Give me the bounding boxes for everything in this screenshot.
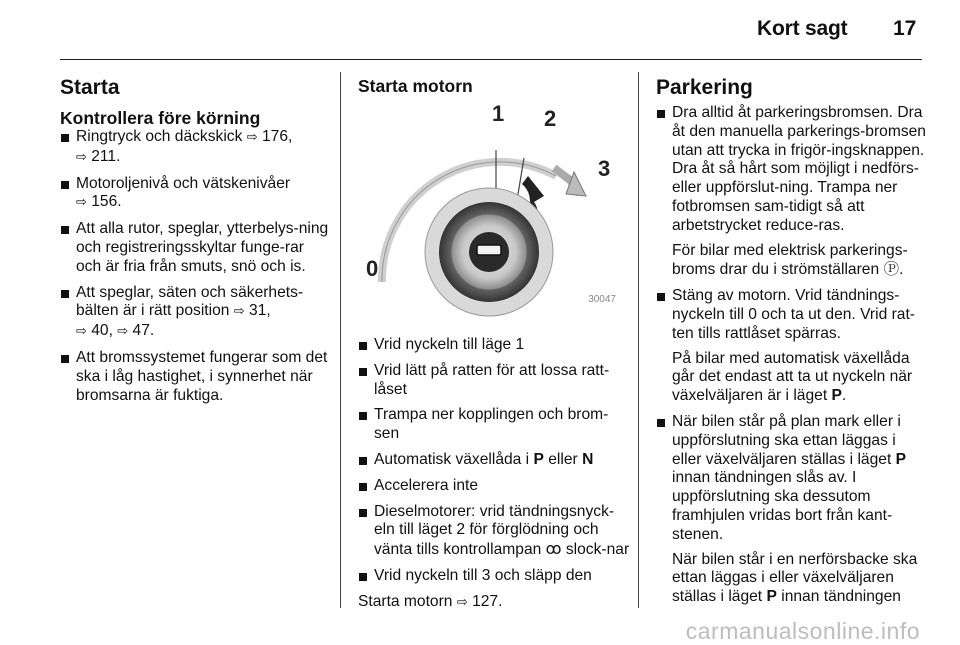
page-header bbox=[0, 0, 960, 60]
section-title: Kort sagt bbox=[757, 17, 848, 40]
ref-arrow-icon: ⇨ bbox=[233, 304, 245, 320]
position-label-2: 2 bbox=[544, 106, 557, 131]
subheading-check: Kontrollera före körning bbox=[60, 108, 261, 128]
list-item: När bilen står på plan mark eller i uppförslutning ska ettan läggas i eller växelväljaren ställas i läget P innan tändningen slås av. I uppförslutning ska dessutom framhjulen vridas bort från kant-stenen. När bilen står i en nerförsbacke ska ettan läggas i eller växelväljaren ställas i läget P innan tändningen bbox=[656, 413, 926, 607]
heading-starta: Starta bbox=[60, 76, 120, 99]
list-item: Att bromssystemet fungerar som det ska i låg hastighet, i synnerhet när bromsarna är fuktiga. bbox=[60, 349, 332, 405]
list-item: Automatisk växellåda i P eller N bbox=[358, 451, 630, 470]
list-item: Accelerera inte bbox=[358, 477, 630, 496]
page-ref[interactable]: 211. bbox=[91, 147, 121, 165]
page-ref[interactable]: 156. bbox=[91, 193, 122, 211]
column-divider bbox=[340, 72, 341, 608]
ref-arrow-icon: ⇨ bbox=[76, 324, 87, 340]
ignition-lock-illustration bbox=[358, 102, 620, 318]
header-divider bbox=[60, 59, 922, 60]
list-item: Dieselmotorer: vrid tändningsnyck-eln till läget 2 för förglödning och vänta tills kontrollampan ꝏ slock-nar bbox=[358, 503, 630, 560]
list-item: Ringtryck och däckskick ⇨ 176, ⇨ 211. bbox=[60, 128, 332, 168]
page-ref[interactable]: 31, bbox=[249, 302, 271, 320]
position-label-0: 0 bbox=[366, 256, 379, 281]
heading-parkering: Parkering bbox=[656, 76, 753, 99]
list-item: Vrid nyckeln till 3 och släpp den bbox=[358, 567, 630, 586]
glow-plug-icon: ꝏ bbox=[545, 540, 562, 559]
position-label-3: 3 bbox=[598, 156, 611, 181]
ref-arrow-icon: ⇨ bbox=[76, 195, 87, 211]
list-item: Vrid lätt på ratten för att lossa ratt-låset bbox=[358, 362, 630, 400]
list-item: Stäng av motorn. Vrid tändnings-nyckeln till 0 och ta ut den. Vrid rat-ten tills rattlåset spärras. På bilar med automatisk växellåda går det endast att ta ut nyckeln när växelväljaren är i läget P. bbox=[656, 287, 926, 406]
column-starta bbox=[60, 76, 332, 412]
column-divider bbox=[638, 72, 639, 608]
column-starta-motorn bbox=[358, 76, 630, 613]
page-ref[interactable]: 40, bbox=[91, 322, 113, 340]
figure-code: 30047 bbox=[588, 294, 616, 306]
list-item: Att speglar, säten och säkerhets-bälten är i rätt position ⇨ 31, ⇨ 40, ⇨ 47. bbox=[60, 284, 332, 342]
list-item: Trampa ner kopplingen och brom-sen bbox=[358, 406, 630, 444]
page-ref[interactable]: 47. bbox=[132, 322, 155, 340]
list-item: Att alla rutor, speglar, ytterbelys-ning och registreringsskyltar funge-rar och är fria från smuts, snö och is. bbox=[60, 220, 332, 276]
list-item: Vrid nyckeln till läge 1 bbox=[358, 336, 630, 355]
list-item: Motoroljenivå och vätskenivåer ⇨ 156. bbox=[60, 175, 332, 214]
parking-brake-switch-icon: Ⓟ bbox=[883, 260, 900, 279]
page-ref[interactable]: 127. bbox=[472, 592, 503, 610]
heading-starta-motorn: Starta motorn bbox=[358, 76, 473, 96]
parking-steps bbox=[656, 104, 926, 607]
page-ref[interactable]: 176, bbox=[261, 128, 293, 145]
position-label-1: 1 bbox=[492, 101, 505, 126]
column-parkering bbox=[656, 76, 926, 614]
list-item: Dra alltid åt parkeringsbromsen. Dra åt den manuella parkerings-bromsen utan att trycka in frigör-ingsknappen. Dra åt så hårt som möjligt i nedförs- eller uppförslut-ning. Trampa ner fotbromsen sam-tidigt så att arbetstrycket reduce-ras. För bilar med elektrisk parkerings-broms drar du i strömställaren Ⓟ. bbox=[656, 104, 926, 280]
ignition-figure bbox=[358, 102, 620, 318]
footer-reference: Starta motorn ⇨ 127. bbox=[358, 592, 503, 610]
checklist bbox=[60, 128, 332, 405]
page-number: 17 bbox=[893, 17, 917, 40]
watermark: carmanualsonline.info bbox=[685, 618, 920, 644]
ref-arrow-icon: ⇨ bbox=[246, 130, 258, 145]
ref-arrow-icon: ⇨ bbox=[117, 324, 129, 340]
start-steps bbox=[358, 336, 630, 586]
ref-arrow-icon: ⇨ bbox=[76, 149, 87, 165]
ref-arrow-icon: ⇨ bbox=[456, 594, 468, 610]
